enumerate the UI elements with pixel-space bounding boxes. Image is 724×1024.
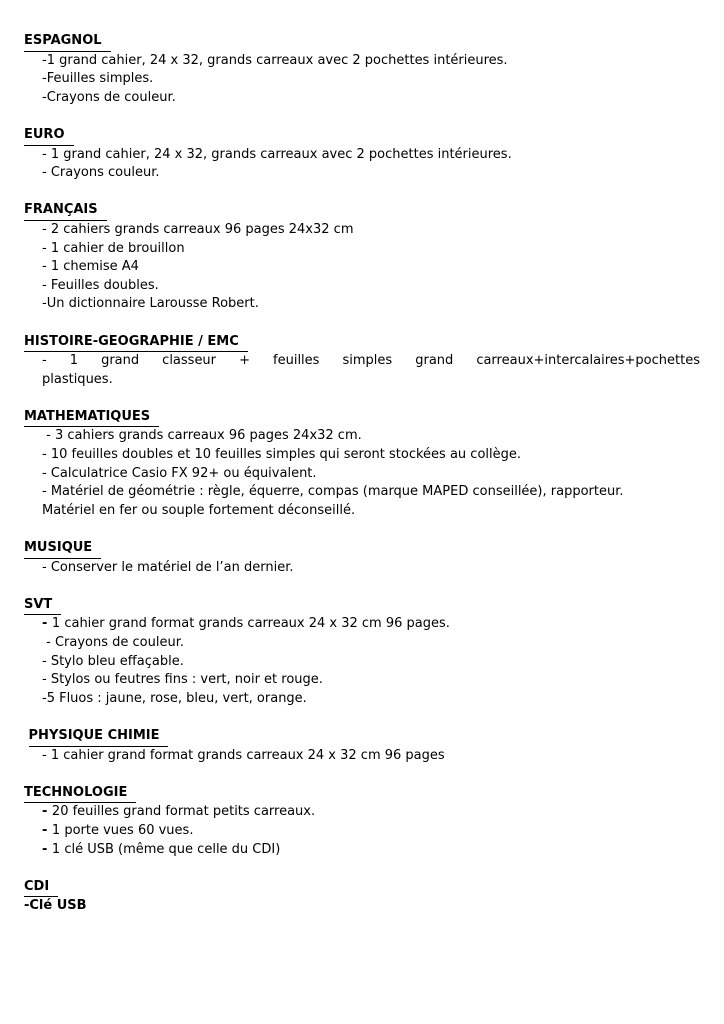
list-item: - Stylo bleu effaçable. [42,653,184,669]
list-item: - Crayons couleur. [42,165,160,181]
item-list [24,803,700,859]
list-item: -5 Fluos : jaune, rose, bleu, vert, orange. [42,690,307,706]
list-item [24,803,700,822]
section-histoire-geographie-emc [24,333,700,390]
item-text: 1 porte vues 60 vues. [51,822,194,838]
item-text: 20 feuilles grand format petits carreaux. [51,804,316,820]
section-title [24,32,700,52]
list-item [24,615,700,634]
list-item: -Crayons de couleur. [42,89,176,105]
item-list [24,146,700,183]
list-item: -1 grand cahier, 24 x 32, grands carreaux avec 2 pochettes intérieures. [42,52,508,68]
list-item: - 2 cahiers grands carreaux 96 pages 24x32 cm [42,221,354,237]
item-dash: - [42,822,52,838]
list-item: - Calculatrice Casio FX 92+ ou équivalent. [42,465,317,481]
item-dash: - [42,841,52,857]
list-item: -Clé USB [24,898,87,914]
section-title-text: ESPAGNOL [24,32,111,52]
list-item: - Stylos ou feutres fins : vert, noir et rouge. [42,672,323,688]
item-list [24,427,700,520]
section-title [24,784,700,804]
item-text: 1 clé USB (même que celle du CDI) [51,841,281,857]
list-item: -Un dictionnaire Larousse Robert. [42,296,259,312]
section-cdi [24,878,700,916]
section-title-text: MUSIQUE [24,539,101,559]
item-text: 1 cahier grand format grands carreaux 24 x 32 cm 96 pages. [51,616,450,632]
item-list [24,615,700,708]
section-physique-chimie [24,727,700,765]
list-item: - 1 grand cahier, 24 x 32, grands carreaux avec 2 pochettes intérieures. [42,146,512,162]
section-svt [24,596,700,709]
section-euro [24,126,700,183]
section-musique [24,539,700,577]
section-espagnol [24,32,700,107]
section-francais [24,201,700,314]
list-item [24,841,700,860]
list-item [24,822,700,841]
list-item: - 1 cahier grand format grands carreaux 24 x 32 cm 96 pages [42,747,445,763]
item-list [24,221,700,314]
section-title [24,727,700,747]
section-title [24,878,700,898]
section-title [24,333,700,353]
list-item-line: Matériel en fer ou souple fortement déconseillé. [42,502,356,518]
section-title-text: SVT [24,596,61,616]
section-title [24,539,700,559]
item-list [24,559,700,578]
list-item-line: - Matériel de géométrie : règle, équerre, compas (marque MAPED conseillée), rapporteur. [42,484,624,500]
item-dash: - [42,616,52,632]
item-list [24,52,700,108]
list-item: -Feuilles simples. [42,71,154,87]
item-list [24,897,700,916]
section-title-text: MATHEMATIQUES [24,408,159,428]
section-title [24,201,700,221]
list-item: - Feuilles doubles. [42,277,159,293]
item-dash: - [42,804,52,820]
section-title-text: HISTOIRE-GEOGRAPHIE / EMC [24,333,248,353]
list-item: - 10 feuilles doubles et 10 feuilles simples qui seront stockées au collège. [42,447,522,463]
section-title [24,596,700,616]
section-title-text: TECHNOLOGIE [24,784,136,804]
section-title [24,126,700,146]
section-title-text: CDI [24,878,58,898]
section-title-text: PHYSIQUE CHIMIE [29,727,169,747]
section-title-text: EURO [24,126,74,146]
list-item: - 1 chemise A4 [42,259,139,275]
section-title [24,408,700,428]
section-technologie [24,784,700,859]
list-item: - 1 cahier de brouillon [42,240,185,256]
section-mathematiques [24,408,700,521]
list-item: - Conserver le matériel de l’an dernier. [42,559,294,575]
list-item: - 3 cahiers grands carreaux 96 pages 24x32 cm. [42,428,362,444]
section-title-text: FRANÇAIS [24,201,107,221]
list-item-line: - 1 grand classeur + feuilles simples grand carreaux+intercalaires+pochettes [42,353,700,369]
list-item: - Crayons de couleur. [42,635,184,650]
item-list [24,352,700,389]
list-item-line: plastiques. [42,371,113,387]
item-list [24,747,700,766]
